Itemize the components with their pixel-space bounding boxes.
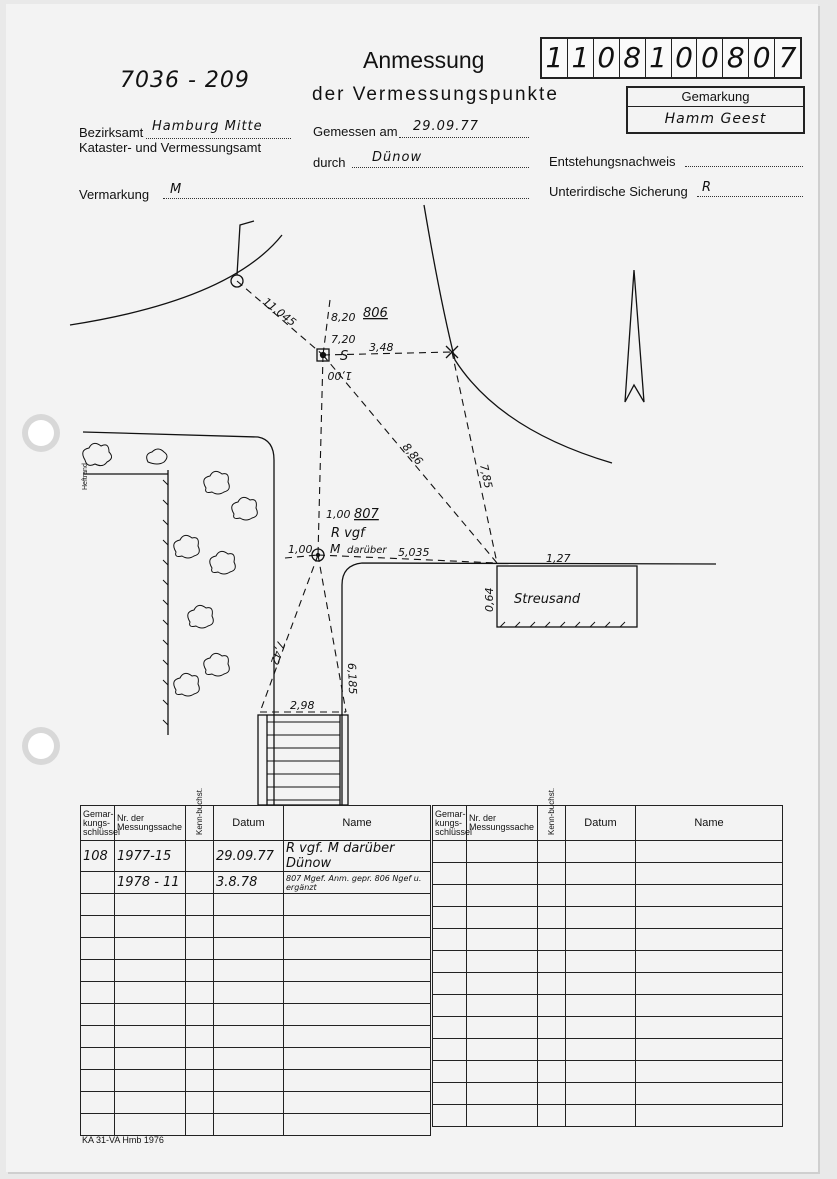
cell-name (636, 863, 783, 885)
register-table-right (432, 787, 783, 1127)
cell-kb (538, 1105, 566, 1127)
table-row (81, 916, 431, 938)
cell-key (81, 982, 115, 1004)
form-title: Anmessung (363, 47, 485, 73)
cell-key (81, 1114, 115, 1136)
cell-nr (467, 1039, 538, 1061)
col-header-datum: Datum (214, 806, 284, 841)
cell-key (81, 1026, 115, 1048)
cell-nr (115, 960, 186, 982)
cell-datum (214, 960, 284, 982)
cell-nr (115, 1026, 186, 1048)
cell-name (636, 907, 783, 929)
gemarkung-value: Hamm Geest (664, 111, 767, 127)
cell-name (636, 929, 783, 951)
cell-nr (115, 982, 186, 1004)
cell-name (284, 938, 431, 960)
table-row (433, 1039, 783, 1061)
cell-name (636, 1039, 783, 1061)
col-header-name: Name (284, 806, 431, 841)
cell-nr (467, 863, 538, 885)
cell-nr: 1977-15 (115, 841, 186, 872)
cell-datum (214, 1114, 284, 1136)
cell-kb (538, 1061, 566, 1083)
cell-datum: 3.8.78 (214, 872, 284, 894)
point-number-digit: 0 (594, 39, 620, 77)
cell-kb (186, 1026, 214, 1048)
cell-datum (214, 1048, 284, 1070)
vermarkung-label: Vermarkung (79, 187, 150, 202)
cell-nr (467, 995, 538, 1017)
cell-nr (115, 916, 186, 938)
streusand-label: Streusand (514, 592, 581, 607)
cell-key (433, 973, 467, 995)
cell-datum (214, 1004, 284, 1026)
cell-kb (538, 885, 566, 907)
gemarkung-label: Gemarkung (628, 88, 803, 107)
cell-nr (115, 894, 186, 916)
cell-nr (115, 1114, 186, 1136)
cell-nr (115, 1004, 186, 1026)
bush (83, 443, 112, 465)
cell-nr (467, 841, 538, 863)
cell-nr (467, 1105, 538, 1127)
register-table-left (80, 787, 431, 1136)
road-curve-right (424, 205, 612, 463)
cell-kb (538, 1017, 566, 1039)
point-number-digit: 0 (672, 39, 698, 77)
col-header-kb: Kenn-buchst. (538, 806, 566, 841)
cell-key (433, 907, 467, 929)
r-vgf-label: R vgf (331, 526, 365, 541)
cell-name (636, 1017, 783, 1039)
vermarkung-value: M (170, 182, 183, 197)
cell-key (81, 1004, 115, 1026)
point-number-digit: 1 (646, 39, 672, 77)
cell-nr (467, 1083, 538, 1105)
cell-name (636, 1105, 783, 1127)
cell-key (433, 1039, 467, 1061)
measure-298: 2,98 (290, 699, 315, 712)
col-header-kb: Kenn-buchst. (186, 806, 214, 841)
cell-kb (538, 995, 566, 1017)
table-row (81, 1114, 431, 1136)
table-row (433, 929, 783, 951)
cell-key (81, 1092, 115, 1114)
cell-kb (186, 960, 214, 982)
cell-nr (467, 1061, 538, 1083)
table-row (433, 995, 783, 1017)
cell-datum (214, 1026, 284, 1048)
point-806-label: 806 (363, 306, 388, 321)
cell-key (433, 951, 467, 973)
north-arrow (625, 270, 644, 402)
cell-kb (538, 907, 566, 929)
measure-100c: 1,00 (288, 543, 313, 556)
heftrand-label: Heftrand (82, 463, 89, 490)
point-number-digit: 0 (749, 39, 775, 77)
cell-key (433, 929, 467, 951)
cell-datum (566, 951, 636, 973)
cell-kb (186, 841, 214, 872)
durch-label: durch (313, 155, 346, 170)
cell-nr (115, 1092, 186, 1114)
cell-datum (214, 938, 284, 960)
table-row (433, 907, 783, 929)
col-header-name: Name (636, 806, 783, 841)
sicherung-value: R (702, 180, 713, 195)
cell-kb (538, 973, 566, 995)
table-row (81, 1004, 431, 1026)
measure-348: 3,48 (369, 341, 394, 354)
table-row (433, 973, 783, 995)
form-subtitle: der Vermessungspunkte (312, 84, 559, 105)
cell-key (433, 1017, 467, 1039)
col-header-key: Gemar-kungs-schlüssel (81, 806, 115, 841)
cell-kb (186, 916, 214, 938)
cell-nr (467, 1017, 538, 1039)
kataster-label: Kataster- und Vermessungsamt (79, 140, 262, 155)
col-header-nr: Nr. der Messungssache (467, 806, 538, 841)
cell-name (636, 995, 783, 1017)
sicherung-label: Unterirdische Sicherung (549, 184, 688, 199)
measure-785: 7,85 (477, 462, 495, 490)
cell-nr (467, 973, 538, 995)
cell-datum: 29.09.77 (214, 841, 284, 872)
measure-11045: 11,045 (260, 295, 299, 330)
point-807-label: 807 (354, 507, 379, 522)
cell-name (636, 973, 783, 995)
measure-6185: 6,185 (345, 662, 360, 695)
cell-key (81, 916, 115, 938)
cell-kb (186, 1004, 214, 1026)
point-number-digit: 8 (723, 39, 749, 77)
cell-kb (538, 1039, 566, 1061)
point-number-digit: 1 (542, 39, 568, 77)
cell-name (284, 894, 431, 916)
cell-kb (538, 951, 566, 973)
cell-name (284, 982, 431, 1004)
cell-nr (467, 885, 538, 907)
cell-key (433, 863, 467, 885)
measure-127: 1,27 (546, 552, 571, 565)
cell-datum (566, 973, 636, 995)
cell-kb (186, 1070, 214, 1092)
form-footer: KA 31-VA Hmb 1976 (82, 1135, 164, 1145)
cell-kb (186, 1114, 214, 1136)
cell-datum (566, 1083, 636, 1105)
cell-name (284, 1048, 431, 1070)
cell-name (284, 1026, 431, 1048)
cell-key (433, 1105, 467, 1127)
gemessen-label: Gemessen am (313, 124, 398, 139)
measure-820: 8,20 (331, 311, 356, 324)
cell-datum (566, 1017, 636, 1039)
table-row (433, 863, 783, 885)
cell-datum (566, 1061, 636, 1083)
table-row (81, 894, 431, 916)
cell-name (284, 960, 431, 982)
gemessen-value: 29.09.77 (413, 119, 479, 134)
cell-datum (566, 863, 636, 885)
cell-kb (186, 872, 214, 894)
measure-742: 7,42 (267, 639, 288, 667)
cell-datum (214, 916, 284, 938)
cell-datum (214, 982, 284, 1004)
cell-key (81, 938, 115, 960)
cell-key (81, 1048, 115, 1070)
cell-datum (566, 1039, 636, 1061)
cell-key (81, 894, 115, 916)
cell-nr (467, 951, 538, 973)
cell-key: 108 (81, 841, 115, 872)
table-row (81, 872, 431, 894)
table-row (81, 1092, 431, 1114)
cell-name (636, 951, 783, 973)
cell-name (284, 1004, 431, 1026)
col-header-datum: Datum (566, 806, 636, 841)
cell-name (636, 1083, 783, 1105)
cell-key (433, 1061, 467, 1083)
cell-name (636, 841, 783, 863)
cell-name (284, 916, 431, 938)
cell-name (284, 1092, 431, 1114)
bezirksamt-value: Hamburg Mitte (152, 119, 263, 134)
stairs (258, 715, 348, 805)
cell-kb (186, 1048, 214, 1070)
cell-kb (538, 863, 566, 885)
cell-key (81, 872, 115, 894)
table-row (433, 885, 783, 907)
cell-kb (538, 929, 566, 951)
cell-datum (566, 995, 636, 1017)
cell-name (636, 1061, 783, 1083)
cell-datum (566, 929, 636, 951)
bezirksamt-label: Bezirksamt (79, 125, 144, 140)
block-boundary (83, 432, 274, 805)
table-row (433, 1017, 783, 1039)
m-label: M (330, 542, 341, 556)
measure-886: 8,86 (399, 440, 426, 468)
cell-name (284, 1070, 431, 1092)
table-row (433, 1105, 783, 1127)
cell-key (81, 1070, 115, 1092)
table-row (433, 1083, 783, 1105)
s-label: S (340, 349, 349, 364)
cell-name: 807 Mgef. Anm. gepr. 806 Ngef u. ergänzt (284, 872, 431, 894)
table-row (81, 938, 431, 960)
measure-5035: 5,035 (398, 546, 430, 559)
cell-datum (566, 841, 636, 863)
table-row (81, 1026, 431, 1048)
reference-number: 7036 - 209 (120, 68, 250, 93)
table-row (81, 960, 431, 982)
road-curve-top (70, 235, 282, 325)
table-row (81, 982, 431, 1004)
cell-kb (538, 841, 566, 863)
cell-nr (467, 929, 538, 951)
cell-kb (186, 938, 214, 960)
cell-datum (214, 894, 284, 916)
point-number-digit: 0 (697, 39, 723, 77)
cell-key (81, 960, 115, 982)
point-number-digit: 8 (620, 39, 646, 77)
measure-100a: 1,00 (327, 369, 352, 382)
measure-064: 0,64 (483, 587, 496, 612)
cell-key (433, 1083, 467, 1105)
cell-nr (467, 907, 538, 929)
durch-value: Dünow (372, 150, 423, 165)
cell-kb (186, 1092, 214, 1114)
col-header-nr: Nr. der Messungssache (115, 806, 186, 841)
measure-720: 7,20 (331, 333, 356, 346)
cell-name (284, 1114, 431, 1136)
cell-nr (115, 1048, 186, 1070)
table-row (81, 1048, 431, 1070)
cell-nr (115, 938, 186, 960)
col-header-key: Gemar-kungs-schlüssel (433, 806, 467, 841)
cell-name (636, 885, 783, 907)
cell-nr: 1978 - 11 (115, 872, 186, 894)
point-number-digit: 1 (568, 39, 594, 77)
cell-kb (186, 982, 214, 1004)
point-number-digit: 7 (778, 41, 797, 74)
table-row (433, 1061, 783, 1083)
entstehung-label: Entstehungsnachweis (549, 154, 676, 169)
measure-100b: 1,00 (326, 508, 351, 521)
cell-key (433, 885, 467, 907)
cell-datum (566, 907, 636, 929)
table-row (433, 951, 783, 973)
table-row (81, 841, 431, 872)
cell-nr (115, 1070, 186, 1092)
cell-datum (566, 1105, 636, 1127)
table-row (81, 1070, 431, 1092)
cell-name: R vgf. M darüber Dünow (284, 841, 431, 872)
table-row (433, 841, 783, 863)
cell-datum (214, 1070, 284, 1092)
cell-key (433, 841, 467, 863)
cell-kb (538, 1083, 566, 1105)
cell-datum (566, 885, 636, 907)
cell-key (433, 995, 467, 1017)
cell-datum (214, 1092, 284, 1114)
darueber-label: darüber (347, 545, 387, 556)
cell-kb (186, 894, 214, 916)
